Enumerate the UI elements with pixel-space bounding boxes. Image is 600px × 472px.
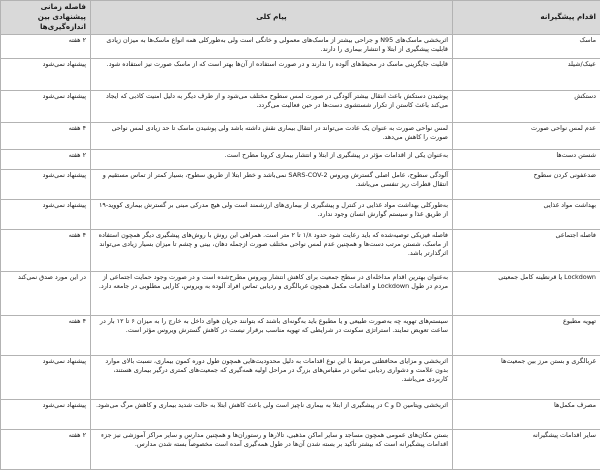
header-message: پیام کلی <box>91 1 453 35</box>
table-row <box>1 429 600 469</box>
row-message: به‌طورکلی بهداشت مواد غذایی در کنترل و پیشگیری از بیماری‌های ارزشمند است ولی هیچ مدرکی مبنی بر گسترش بیماری کووید-۱۹ از طریق غذا و سیستم گوارش انسان وجود ندارد. <box>91 199 453 229</box>
row-message: اثربخشی و مزایای محافظتی مرتبط با این نوع اقدامات به دلیل محدودیت‌هایی همچون طول دوره کمون بیماری، نسبت بالای موارد بدون علامت و دشواری ردیابی تماس در مقیاس‌های بزرگ در مراحل اولیه همه‌گیری که جمعیت‌های کمتری درگیر بیماری هستند، کاربردی می‌باشد. <box>91 355 453 399</box>
row-action: تهویه مطبوع <box>453 315 600 355</box>
row-action: فاصله اجتماعی <box>453 229 600 271</box>
table-row <box>1 169 600 199</box>
row-action: غربالگری و بستن مرز بین جمعیت‌ها <box>453 355 600 399</box>
table-row <box>1 58 600 90</box>
row-duration: ۴ هفته <box>1 122 91 149</box>
row-duration: ۴ هفته <box>1 229 91 271</box>
table-row <box>1 229 600 271</box>
table-row <box>1 399 600 429</box>
row-duration: ۲ هفته <box>1 429 91 469</box>
row-duration: در این مورد صدق نمی‌کند <box>1 271 91 315</box>
row-duration: پیشنهاد نمی‌شود <box>1 199 91 229</box>
row-duration: ۲ هفته <box>1 149 91 169</box>
header-duration: فاصله زمانی پیشنهادی بین اندازه‌گیری‌ها <box>1 1 91 35</box>
row-duration: پیشنهاد نمی‌شود <box>1 399 91 429</box>
header-action: اقدام پیشگیرانه <box>453 1 600 35</box>
row-message: پوشیدن دستکش باعث انتقال بیشتر آلودگی در صورت لمس سطوح مختلف می‌شود و از طرف دیگر به دلیل امنیت کاذبی که ایجاد می‌کند باعث کاستن از تکرار شستشوی دست‌ها در حین فعالیت می‌گردد. <box>91 90 453 122</box>
row-message: اثربخشی ویتامین D و C در پیشگیری از ابتلا به بیماری ناچیز است ولی باعث کاهش ابتلا به حالت شدید بیماری و کاهش مرگ می‌شود. <box>91 399 453 429</box>
row-action: عدم لمس نواحی صورت <box>453 122 600 149</box>
row-action: شستن دست‌ها <box>453 149 600 169</box>
row-duration: پیشنهاد نمی‌شود <box>1 90 91 122</box>
table-row <box>1 149 600 169</box>
table-row <box>1 199 600 229</box>
row-action: ماسک <box>453 34 600 58</box>
row-message: اثربخشی ماسک‌های N95 و جراحی بیشتر از ماسک‌های معمولی و خانگی است ولی به‌طورکلی همه انواع ماسک‌ها به میزان زیادی قابلیت پیشگیری از ابتلا و انتشار بیماری را دارند. <box>91 34 453 58</box>
row-message: لمس نواحی صورت به عنوان یک عادت می‌تواند در انتقال بیماری نقش داشته باشد ولی پوشیدن ماسک تا حد زیادی لمس نواحی صورت را کاهش می‌دهد. <box>91 122 453 149</box>
row-action: مصرف مکمل‌ها <box>453 399 600 429</box>
row-duration: ۲ هفته <box>1 34 91 58</box>
row-message: فاصله فیزیکی توصیه‌شده که باید رعایت شود حدود ۱/۸ تا ۲ متر است. همراهی این روش با روش‌های پیشگیری دیگر همچون استفاده از ماسک، شستن مرتب دست‌ها و همچنین عدم لمس نواحی مختلف صورت ازجمله دهان، بینی و چشم تا میزان بسیار زیادی می‌تواند اثرگذارتر باشد. <box>91 229 453 271</box>
row-message: به‌عنوان یکی از اقدامات مؤثر در پیشگیری از ابتلا و انتشار بیماری کرونا مطرح است. <box>91 149 453 169</box>
row-action: بهداشت مواد غذایی <box>453 199 600 229</box>
row-message: بستن مکان‌های عمومی همچون مساجد و سایر اماکن مذهبی، تالارها و رستوران‌ها و همچنین مدارس و سایر مراکز آموزشی نیز جزء اقدامات پیشگیرانه است که بیشتر تأکید بر بسته شدن آن‌ها در طول همه‌گیری آمده است مخصوصاً بسته شدن مدارس. <box>91 429 453 469</box>
row-message: قابلیت جایگزینی ماسک در محیط‌های آلوده را ندارند و در صورت استفاده از آن‌ها بهتر است که از ماسک صورت نیز استفاده شود. <box>91 58 453 90</box>
row-duration: ۴ هفته <box>1 315 91 355</box>
table-header-row <box>1 1 600 35</box>
row-message: سیستم‌های تهویه چه به‌صورت طبیعی و یا مطبوع باید به‌گونه‌ای باشند که بتوانند جریان هوای داخل به خارج را به میزان ۶ تا ۱۲ بار در ساعت تعویض نمایند. استراتژی سکونت در شرایطی که تهویه مناسب برقرار نیست در کاهش گسترش ویروس مؤثر است. <box>91 315 453 355</box>
row-action: دستکش <box>453 90 600 122</box>
table-row <box>1 34 600 58</box>
row-action: Lockdown یا قرنطینه کامل جمعیتی <box>453 271 600 315</box>
table-row <box>1 90 600 122</box>
row-duration: پیشنهاد نمی‌شود <box>1 169 91 199</box>
row-duration: پیشنهاد نمی‌شود <box>1 355 91 399</box>
table-row <box>1 315 600 355</box>
row-action: ضدعفونی کردن سطوح <box>453 169 600 199</box>
table-row <box>1 122 600 149</box>
row-message: آلودگی سطوح، عامل اصلی گسترش ویروس SARS-COV-2 نمی‌باشد و خطر ابتلا از طریق سطوح، بسیار کمتر از تماس مستقیم و انتقال قطرات ریز تنفسی می‌باشد. <box>91 169 453 199</box>
table-row <box>1 355 600 399</box>
row-message: به‌عنوان بهترین اقدام مداخله‌ای در سطح جمعیت برای کاهش انتشار ویروس مطرح‌شده است و در صورت وجود حمایت اجتماعی از مردم در طول Lockdown و اقدامات مکمل همچون غربالگری و ردیابی تماس افراد آلوده به ویروس، کارایی مطلوبی در جامعه دارد. <box>91 271 453 315</box>
row-duration: پیشنهاد نمی‌شود <box>1 58 91 90</box>
table-row <box>1 271 600 315</box>
row-action: عینک/شیلد <box>453 58 600 90</box>
row-action: سایر اقدامات پیشگیرانه <box>453 429 600 469</box>
